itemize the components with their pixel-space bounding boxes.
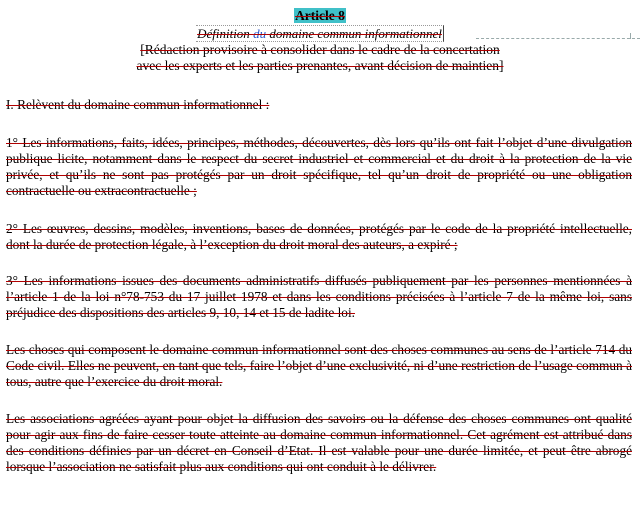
- drafting-note-line-1: [Rédaction provisoire à consolider dans le cadre de la concertation: [140, 42, 500, 57]
- drafting-note: [0, 42, 640, 74]
- subtitle-tracked-change: [196, 25, 444, 42]
- section-heading: I. Relèvent du domaine commun informationnel :: [6, 97, 270, 112]
- article-title-text: Article 8: [295, 8, 345, 23]
- subtitle-inserted-word: du: [253, 26, 267, 41]
- paragraph-2: 2° Les œuvres, dessins, modèles, inventions, bases de données, protégés par le code de la propriété intellectuelle, dont la durée de protection légale, à l’exception du droit moral des auteurs, a expiré ;: [6, 221, 632, 252]
- paragraph-1: 1° Les informations, faits, idées, principes, méthodes, découvertes, dès lors qu’ils ont fait l’objet d’une divulgation publique licite, notamment dans le respect du secret industriel et commercial et du droit à la protection de la vie privée, et qu’ils ne sont pas protégés par un droit spécifique, tel qu’un droit de propriété ou une obligation contractuelle ou extracontractuelle ;: [6, 135, 632, 198]
- paragraph-4: Les choses qui composent le domaine commun informationnel sont des choses communes au sens de l’article 714 du Code civil. Elles ne peuvent, en tant que tels, faire l’objet d’une exclusivité, ni d’une restriction de l’usage commun à tous, autre que l’exercice du droit moral.: [6, 342, 632, 389]
- article-title: [0, 8, 640, 24]
- comment-connector-line: [476, 38, 640, 39]
- subtitle-part-2: domaine commun informationnel: [266, 26, 442, 41]
- subtitle-part-1: Définition: [197, 26, 254, 41]
- comment-connector-mark: [630, 33, 637, 39]
- article-subtitle: [0, 26, 640, 42]
- drafting-note-line-2: avec les experts et les parties prenantes, avant décision de maintien]: [136, 58, 504, 73]
- paragraph-3: 3° Les informations issues des documents administratifs diffusés publiquement par les personnes mentionnées à l’article 1 de la loi n°78-753 du 17 juillet 1978 et dans les conditions précisées à l’article 7 de la même loi, sans préjudice des dispositions des articles 9, 10, 14 et 15 de ladite loi.: [6, 273, 632, 320]
- paragraph-5: Les associations agréées ayant pour objet la diffusion des savoirs ou la défense des choses communes ont qualité pour agir aux fins de faire cesser toute atteinte au domaine commun informationnel. Cet agrément est attribué dans des conditions définies par un décret en Conseil d’Etat. Il est valable pour une durée limitée, et peut être abrogé lorsque l’association ne satisfait plus aux conditions qui ont conduit à le délivrer.: [6, 411, 632, 474]
